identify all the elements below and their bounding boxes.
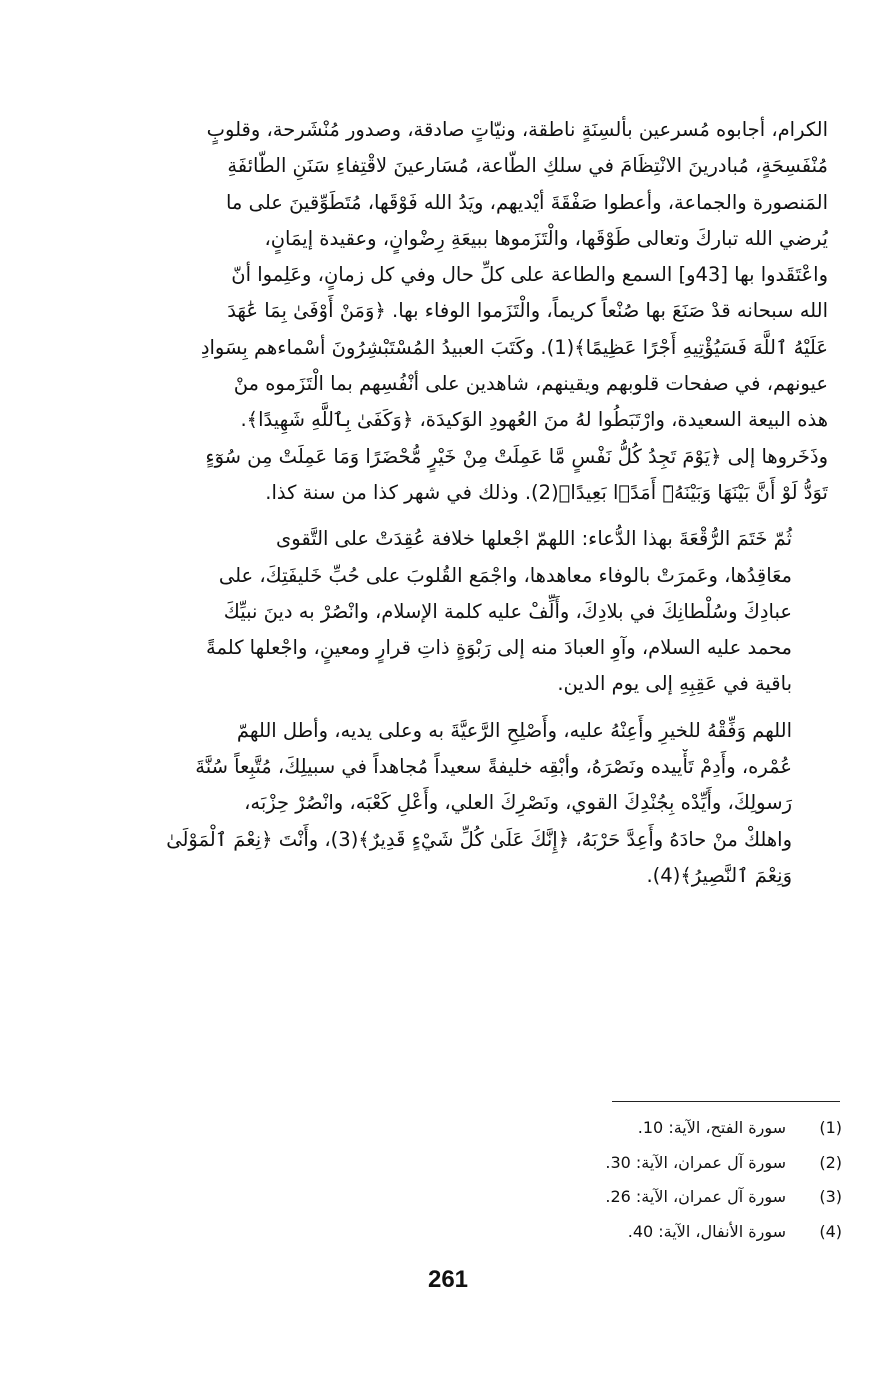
text-line: الكرام، أجابوه مُسرعين بألسِنَةٍ ناطقة، ونيّاتٍ صادقة، وصدور مُنْشَرحة، وقلوبٍ xyxy=(206,118,828,141)
paragraph xyxy=(100,112,828,511)
text-line: اللهم وَفِّقْهُ للخيرِ وأَعِنْهُ عليه، وأَصْلِحِ الرَّعيَّةَ به وعلى يديه، وأطل اللهمّ xyxy=(236,718,792,742)
text-line: عُمْره، وأَدِمْ تَأْييده ونَصْرَهُ، وأبْقِه خليفةً سعيداً مُجاهداً في سبيلِكَ، مُتَّبِعاً سُنَّةَ xyxy=(195,755,792,779)
text-line: وَنِعْمَ ٱلنَّصِيرُ﴾(4). xyxy=(646,863,792,887)
footnote xyxy=(542,1222,842,1257)
footnote xyxy=(542,1118,842,1153)
footnote-number: (4) xyxy=(819,1221,842,1241)
page-number: 261 xyxy=(427,1266,469,1293)
text-line: رَسولِكَ، وأَيِّدْه بِجُنْدِكَ القوي، ونَصْرِكَ العلي، وأَعْلِ كَعْبَه، وانْصُرْ حِزْبَه، xyxy=(244,791,792,815)
text-line: تَوَدُّ لَوْ أَنَّ بَيْنَهَا وَبَيْنَهُۥٓ أَمَدًۢا بَعِيدًا﴾(2). وذلك في شهر كذا من سنة كذا. xyxy=(265,480,828,504)
text-line: هذه البيعة السعيدة، وارْتَبَطُوا لهُ منَ العُهودِ الوَكيدَة، ﴿وَكَفَىٰ بِٱللَّهِ شَهِيدًا﴾. xyxy=(240,408,828,432)
footnote-number: (2) xyxy=(819,1152,842,1172)
text-line: وذَخَروها إلى ﴿يَوْمَ تَجِدُ كُلُّ نَفْسٍ مَّا عَمِلَتْ مِنْ خَيْرٍ مُّحْضَرًا وَمَا عَمِلَتْ مِن سُوٓءٍ xyxy=(205,444,828,468)
footnote-text: سورة آل عمران، الآية: 26. xyxy=(605,1187,786,1206)
footnote-text: سورة الأنفال، الآية: 40. xyxy=(627,1221,786,1241)
text-line: عبادِكَ وسُلْطانِكَ في بلادِكَ، وأَلِّفْ عليه كلمة الإسلام، وانْصُرْ به دينَ نبيِّكَ xyxy=(223,599,792,623)
text-line: يُرضي الله تباركَ وتعالى طَوْقَها، والْتَزَموها ببيعَةِ رِضْوانٍ، وعقيدة إيمَانٍ، xyxy=(264,226,828,250)
text-line: المَنصورة والجماعة، وأعطوا صَفْقَةَ أيْديهم، ويَدُ الله فَوْقَها، مُتَطَوِّقينَ على ما xyxy=(225,190,828,214)
text-line: معَاقِدُها، وعَمرَتْ بالوفاء معاهدها، واجْمَع القُلوبَ على حُبِّ خَليفَتِكَ، على xyxy=(218,563,792,587)
text-line: باقية في عَقِبِهِ إلى يوم الدين. xyxy=(557,672,792,696)
text-line: واعْتَقَدوا بها [43و] السمع والطاعة على كلِّ حال وفي كل زمانٍ، وعَلِموا أنّ xyxy=(231,263,828,287)
text-line: واهلكْ منْ حادَهُ وأَعِدَّ حَرْبَهُ، ﴿إِنَّكَ عَلَىٰ كُلِّ شَيْءٍ قَدِيرٌ﴾(3)، وأَنْتَ ﴿نِعْمَ ٱلْمَوْلَىٰ xyxy=(166,827,792,851)
footnote-divider xyxy=(612,1101,840,1102)
text-line: الله سبحانه قدْ صَنَعَ بها صُنْعاً كريماً، والْتَزَموا الوفاء بها. ﴿وَمَنْ أَوْفَىٰ بِمَا عَٰهَدَ xyxy=(227,299,828,323)
footnote-number: (1) xyxy=(819,1118,842,1137)
paragraph xyxy=(100,713,828,894)
text-line: عَلَيْهُ ٱللَّهَ فَسَيُؤْتِيهِ أَجْرًا عَظِيمًا﴾(1). وكَتَبَ العبيدُ المُسْتَبْشِرُونَ أسْماءهم بِسَوادِ xyxy=(200,335,828,359)
paragraph xyxy=(100,521,828,702)
footnote-text: سورة آل عمران، الآية: 30. xyxy=(605,1152,786,1172)
text-line: مُنْفَسِحَةٍ، مُبادرينَ الانْتِظَامَ في سلكِ الطّاعة، مُسَارعينَ لاقْتِفاءِ سَنَنِ الطّائفَةِ xyxy=(227,154,828,178)
footnote xyxy=(542,1153,842,1188)
text-line: ثُمّ خَتَمَ الرُّقْعَةَ بهذا الدُّعاء: اللهمّ اجْعلها خلافة عُقِدَتْ على التَّقوى xyxy=(276,527,792,551)
footnote-text: سورة الفتح، الآية: 10. xyxy=(637,1118,786,1137)
body-text xyxy=(100,112,828,904)
footnote-number: (3) xyxy=(819,1187,842,1206)
footnotes xyxy=(542,1118,842,1256)
footnote xyxy=(542,1187,842,1222)
text-line: عيونهم، في صفحات قلوبهم ويقينهم، شاهدين على أنْفُسِهم بما الْتَزَموه منْ xyxy=(233,372,828,396)
text-line: محمد عليه السلام، وآوِ العبادَ منه إلى رَبْوَةٍ ذاتِ قرارٍ ومعينٍ، واجْعلها كلمةً xyxy=(206,636,792,660)
